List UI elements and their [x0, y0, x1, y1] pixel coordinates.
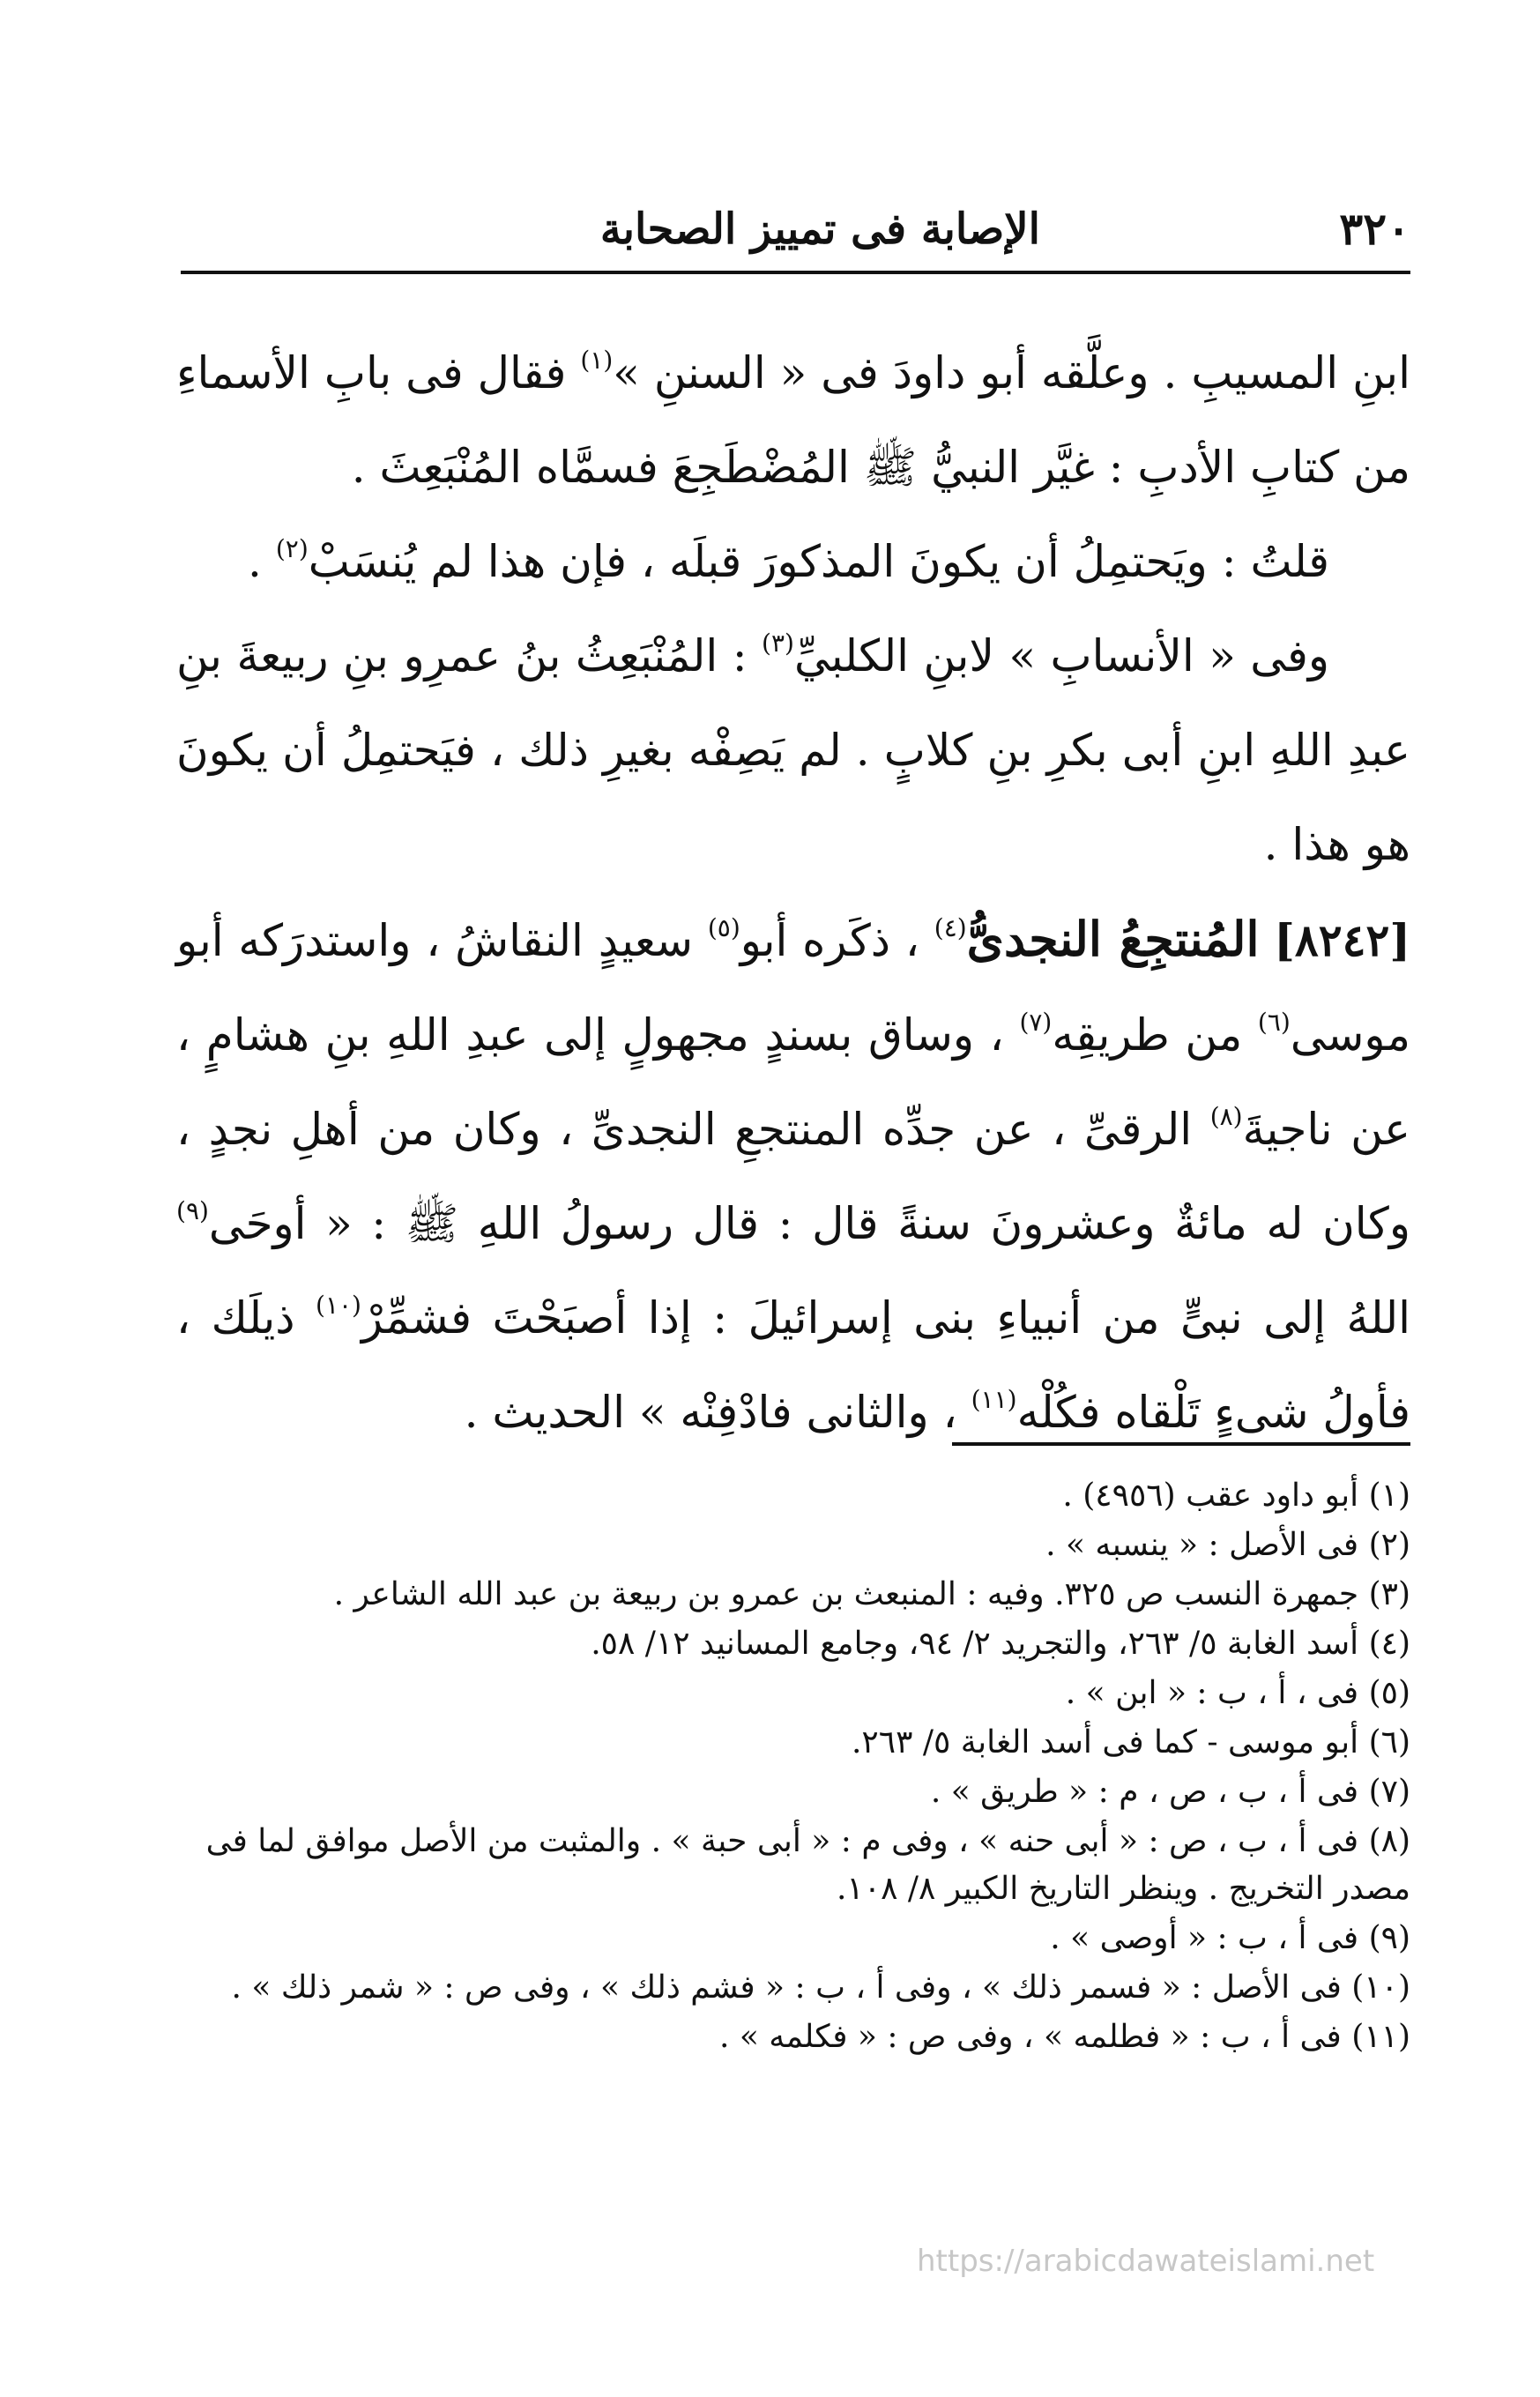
paragraph: ابنِ المسيبِ . وعلَّقه أبو داودَ فى « السننِ »$^{(١)}$ فقال فى بابِ الأسماءِ من كتابِ الأدبِ : غيَّر النبيُّ ﷺ المُضْطَجِعَ فسمَّاه المُنْبَعِثَ . [176, 346, 1410, 493]
header-rule [181, 271, 1410, 274]
footnote: (١٠) فى الأصل : « فسمر ذلك » ، وفى أ ، ب : « فشم ذلك » ، وفى ص : « شمر ذلك » . [231, 1969, 1410, 2006]
paragraph: وفى « الأنسابِ » لابنِ الكلبيِّ$^{(٣)}$ : المُنْبَعِثُ بنُ عمرِو بنِ ربيعةَ بنِ عبدِ اللهِ ابنِ أبى بكرِ بنِ كلابٍ . لم يَصِفْه بغيرِ ذلك ، فيَحتمِلُ أن يكونَ هو هذا . [176, 629, 1410, 870]
footnote-separator [952, 1442, 1410, 1446]
footnote: (٥) فى ، أ ، ب : « ابن » . [1065, 1675, 1410, 1711]
footnote-ref[interactable]: (٤) [934, 913, 967, 942]
main-text [176, 326, 1410, 1460]
footnote: (٧) فى أ ، ب ، ص ، م : « طريق » . [930, 1774, 1410, 1810]
entry-number: [٨٢٤٢] [1274, 914, 1411, 966]
footnote: (٦) أبو موسى - كما فى أسد الغابة ٥/ ٢٦٣. [851, 1724, 1410, 1761]
footnote-ref[interactable]: (٣) [762, 629, 794, 658]
footnote-ref[interactable]: (٩) [176, 1196, 209, 1225]
footnote-ref[interactable]: (٨) [1209, 1102, 1243, 1131]
entry-paragraph: [٨٢٤٢] المُنتجِعُ النجدىُّ$^{(٤)}$ ، ذكَره أبو$^{(٥)}$ سعيدٍ النقاشُ ، واستدرَكه أبو موسى$^{(٦)}$ من طريقِه$^{(٧)}$ ، وساق بسندٍ مجهولٍ إلى عبدِ اللهِ بنِ هشامٍ ، عن ناجيةَ$^{(٨)}$ الرقىِّ ، عن جدِّه المنتجعِ النجدىِّ ، وكان من أهلِ نجدٍ ، وكان له مائةٌ وعشرونَ سنةً قال : قال رسولُ اللهِ ﷺ : « أوحَى$^{(٩)}$ اللهُ إلى نبىٍّ من أنبياءِ بنى إسرائيلَ : إذا أصبَحْتَ فشمِّرْ$^{(١٠)}$ ذيلَك ، فأولُ شىءٍ تَلْقاه فكُلْه$^{(١١)}$ ، والثانى فادْفِنْه » الحديث . [176, 911, 1411, 1438]
paragraph: قلتُ : ويَحتمِلُ أن يكونَ المذكورَ قبلَه ، فإن هذا لم يُنسَبْ$^{(٢)}$ . [248, 534, 1329, 587]
footnote: (٢) فى الأصل : « ينسبه » . [1045, 1527, 1410, 1563]
footnote: (٩) فى أ ، ب : « أوصى » . [1050, 1920, 1410, 1956]
footnote-ref[interactable]: (٧) [1019, 1008, 1053, 1037]
page-header [181, 196, 1410, 275]
footnote-ref[interactable]: (٥) [707, 913, 740, 942]
footnote: (١١) فى أ ، ب : « فطلمه » ، وفى ص : « فكلمه » . [718, 2019, 1410, 2055]
footnote: (٣) جمهرة النسب ص ٣٢٥. وفيه : المنبعث بن عمرو بن ربيعة بن عبد الله الشاعر . [333, 1576, 1410, 1612]
running-title: الإصابة فى تمييز الصحابة [599, 205, 1040, 254]
footnote-ref[interactable]: (٢) [275, 534, 309, 563]
footnote: (١) أبو داود عقب (٤٩٥٦) . [1062, 1478, 1410, 1514]
footnote-ref[interactable]: (١) [580, 346, 614, 375]
footnote-ref[interactable]: (٦) [1257, 1008, 1291, 1037]
footnote: (٤) أسد الغابة ٥/ ٢٦٣، والتجريد ٢/ ٩٤، وجامع المسانيد ١٢/ ٥٨. [591, 1626, 1410, 1662]
footnotes [159, 1472, 1410, 2063]
watermark-url: https://arabicdawateislami.net [917, 2244, 1375, 2279]
footnote-ref[interactable]: (١٠) [316, 1291, 361, 1320]
footnote-ref[interactable]: (١١) [971, 1385, 1017, 1414]
page-number: ٣٢٠ [1339, 203, 1410, 255]
entry-name: المُنتجِعُ النجدىُّ [966, 911, 1260, 967]
footnote: (٨) فى أ ، ب ، ص : « أبى حنه » ، وفى م : « أبى حبة » . والمثبت من الأصل موافق لما فى مصدر التخريج . وينظر التاريخ الكبير ٨/ ١٠٨. [205, 1823, 1410, 1907]
